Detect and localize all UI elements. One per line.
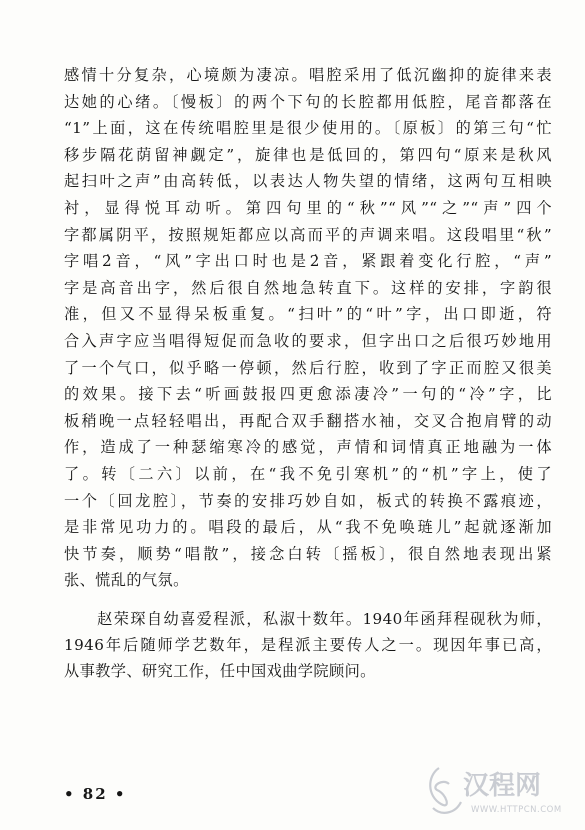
paragraph-1 <box>64 62 552 594</box>
text-line: 从事教学、研究工作，任中国戏曲学院顾问。 <box>64 661 376 680</box>
text-line: 合入声字应当唱得短促而急收的要求，但字出口之后很巧妙地用 <box>64 331 552 350</box>
text-line: 衬，显得悦耳动听。第四句里的“秋”“风”“之”“声”四个 <box>64 198 552 217</box>
text-line: 字都属阴平，按照规矩都应以高而平的声调来唱。这段唱里“秋” <box>64 225 552 244</box>
text-line: 赵荣琛自幼喜爱程派，私淑十数年。1940年函拜程砚秋为师， <box>64 609 552 628</box>
svg-text:汉程网: 汉程网 <box>463 771 542 801</box>
paragraph-2 <box>64 606 552 684</box>
text-line: 一个〔回龙腔〕，节奏的安排巧妙自如，板式的转换不露痕迹， <box>64 491 552 510</box>
body-text <box>64 62 552 684</box>
watermark <box>421 756 571 820</box>
text-line: 了一个气口，似乎略一停顿，然后行腔，收到了字正而腔又很美 <box>64 358 552 377</box>
svg-text:WWW.HTTPCN.COM: WWW.HTTPCN.COM <box>471 805 562 815</box>
text-line: 准，但又不显得呆板重复。“扫叶”的“叶”字，出口即逝，符 <box>64 305 552 324</box>
text-line: 是非常见功力的。唱段的最后，从“我不免唤琏儿”起就逐渐加 <box>64 518 552 537</box>
text-line: 字是高音出字，然后很自然地急转直下。这样的安排，字韵很 <box>64 278 552 297</box>
text-line: 字唱2̇音，“风”字出口时也是2̇音，紧跟着变化行腔，“声” <box>64 252 552 271</box>
text-line: “1”上面，这在传统唱腔里是很少使用的。〔原板〕的第三句“忙 <box>64 119 552 138</box>
text-line: 作，造成了一种瑟缩寒冷的感觉，声情和词情真正地融为一体 <box>64 438 552 457</box>
text-line: 1946年后随师学艺数年，是程派主要传人之一。现因年事已高， <box>64 635 552 654</box>
text-line: 张、慌乱的气氛。 <box>64 571 189 590</box>
text-line: 的效果。接下去“听画鼓报四更愈添凄冷”一句的“冷”字，比 <box>64 385 552 404</box>
text-line: 了。转〔二六〕以前，在“我不免引寒机”的“机”字上，使了 <box>64 464 552 483</box>
text-line: 感情十分复杂，心境颇为凄凉。唱腔采用了低沉幽抑的旋律来表 <box>64 66 552 84</box>
page-number: • 82 • <box>64 785 127 803</box>
text-line: 板稍晚一点轻轻唱出，再配合双手翻搭水袖，交叉合抱肩臂的动 <box>64 411 552 430</box>
text-line: 达她的心绪。〔慢板〕的两个下句的长腔都用低腔，尾音都落在 <box>64 92 552 111</box>
text-line: 起扫叶之声”由高转低，以表达人物失望的情绪，这两句互相映 <box>64 172 552 191</box>
text-line: 快节奏，顺势“唱散”，接念白转〔摇板〕，很自然地表现出紧 <box>64 544 552 563</box>
watermark-logo <box>421 756 571 820</box>
text-line: 移步隔花荫留神觑定”，旋律也是低回的，第四句“原来是秋风 <box>64 145 552 164</box>
